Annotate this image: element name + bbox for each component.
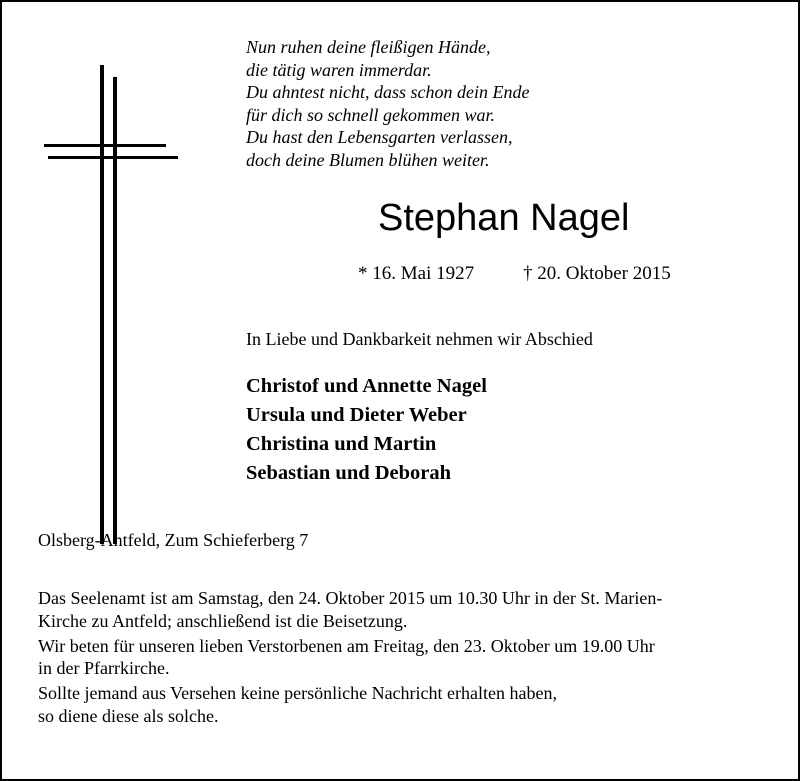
info-line: Das Seelenamt ist am Samstag, den 24. Oktober 2015 um 10.30 Uhr in der St. Marien- (38, 588, 663, 608)
poem-line: Du hast den Lebensgarten verlassen, (246, 127, 513, 147)
family-address: Olsberg-Antfeld, Zum Schieferberg 7 (38, 530, 309, 550)
poem-line: für dich so schnell gekommen war. (246, 104, 495, 125)
info-line: Kirche zu Antfeld; anschließend ist die Beisetzung. (38, 610, 408, 631)
poem-line: die tätig waren immerdar. (246, 59, 432, 80)
mourner: Sebastian und Deborah (246, 462, 452, 484)
notice-paragraph (38, 682, 662, 727)
mourner: Christina und Martin (246, 433, 437, 455)
info-line: Wir beten für unseren lieben Verstorbenen am Freitag, den 23. Oktober um 19.00 Uhr (38, 635, 655, 656)
poem (246, 36, 529, 171)
mourners-list (246, 372, 487, 488)
service-info (38, 587, 662, 730)
mourner: Christof und Annette Nagel (246, 375, 487, 397)
requiem-paragraph (38, 587, 662, 632)
birth-date: * 16. Mai 1927 (358, 263, 475, 284)
cross-icon (2, 2, 202, 562)
poem-line: Nun ruhen deine fleißigen Hände, (246, 37, 491, 57)
prayer-paragraph (38, 635, 662, 680)
info-line: Sollte jemand aus Versehen keine persönliche Nachricht erhalten haben, (38, 683, 557, 703)
farewell-text: In Liebe und Dankbarkeit nehmen wir Abschied (246, 329, 593, 349)
poem-line: doch deine Blumen blühen weiter. (246, 149, 490, 170)
death-date: † 20. Oktober 2015 (523, 263, 671, 284)
info-line: so diene diese als solche. (38, 705, 219, 726)
mourner: Ursula und Dieter Weber (246, 404, 467, 426)
deceased-name: Stephan Nagel (378, 197, 630, 239)
poem-line: Du ahntest nicht, dass schon dein Ende (246, 82, 530, 102)
info-line: in der Pfarrkirche. (38, 658, 170, 678)
